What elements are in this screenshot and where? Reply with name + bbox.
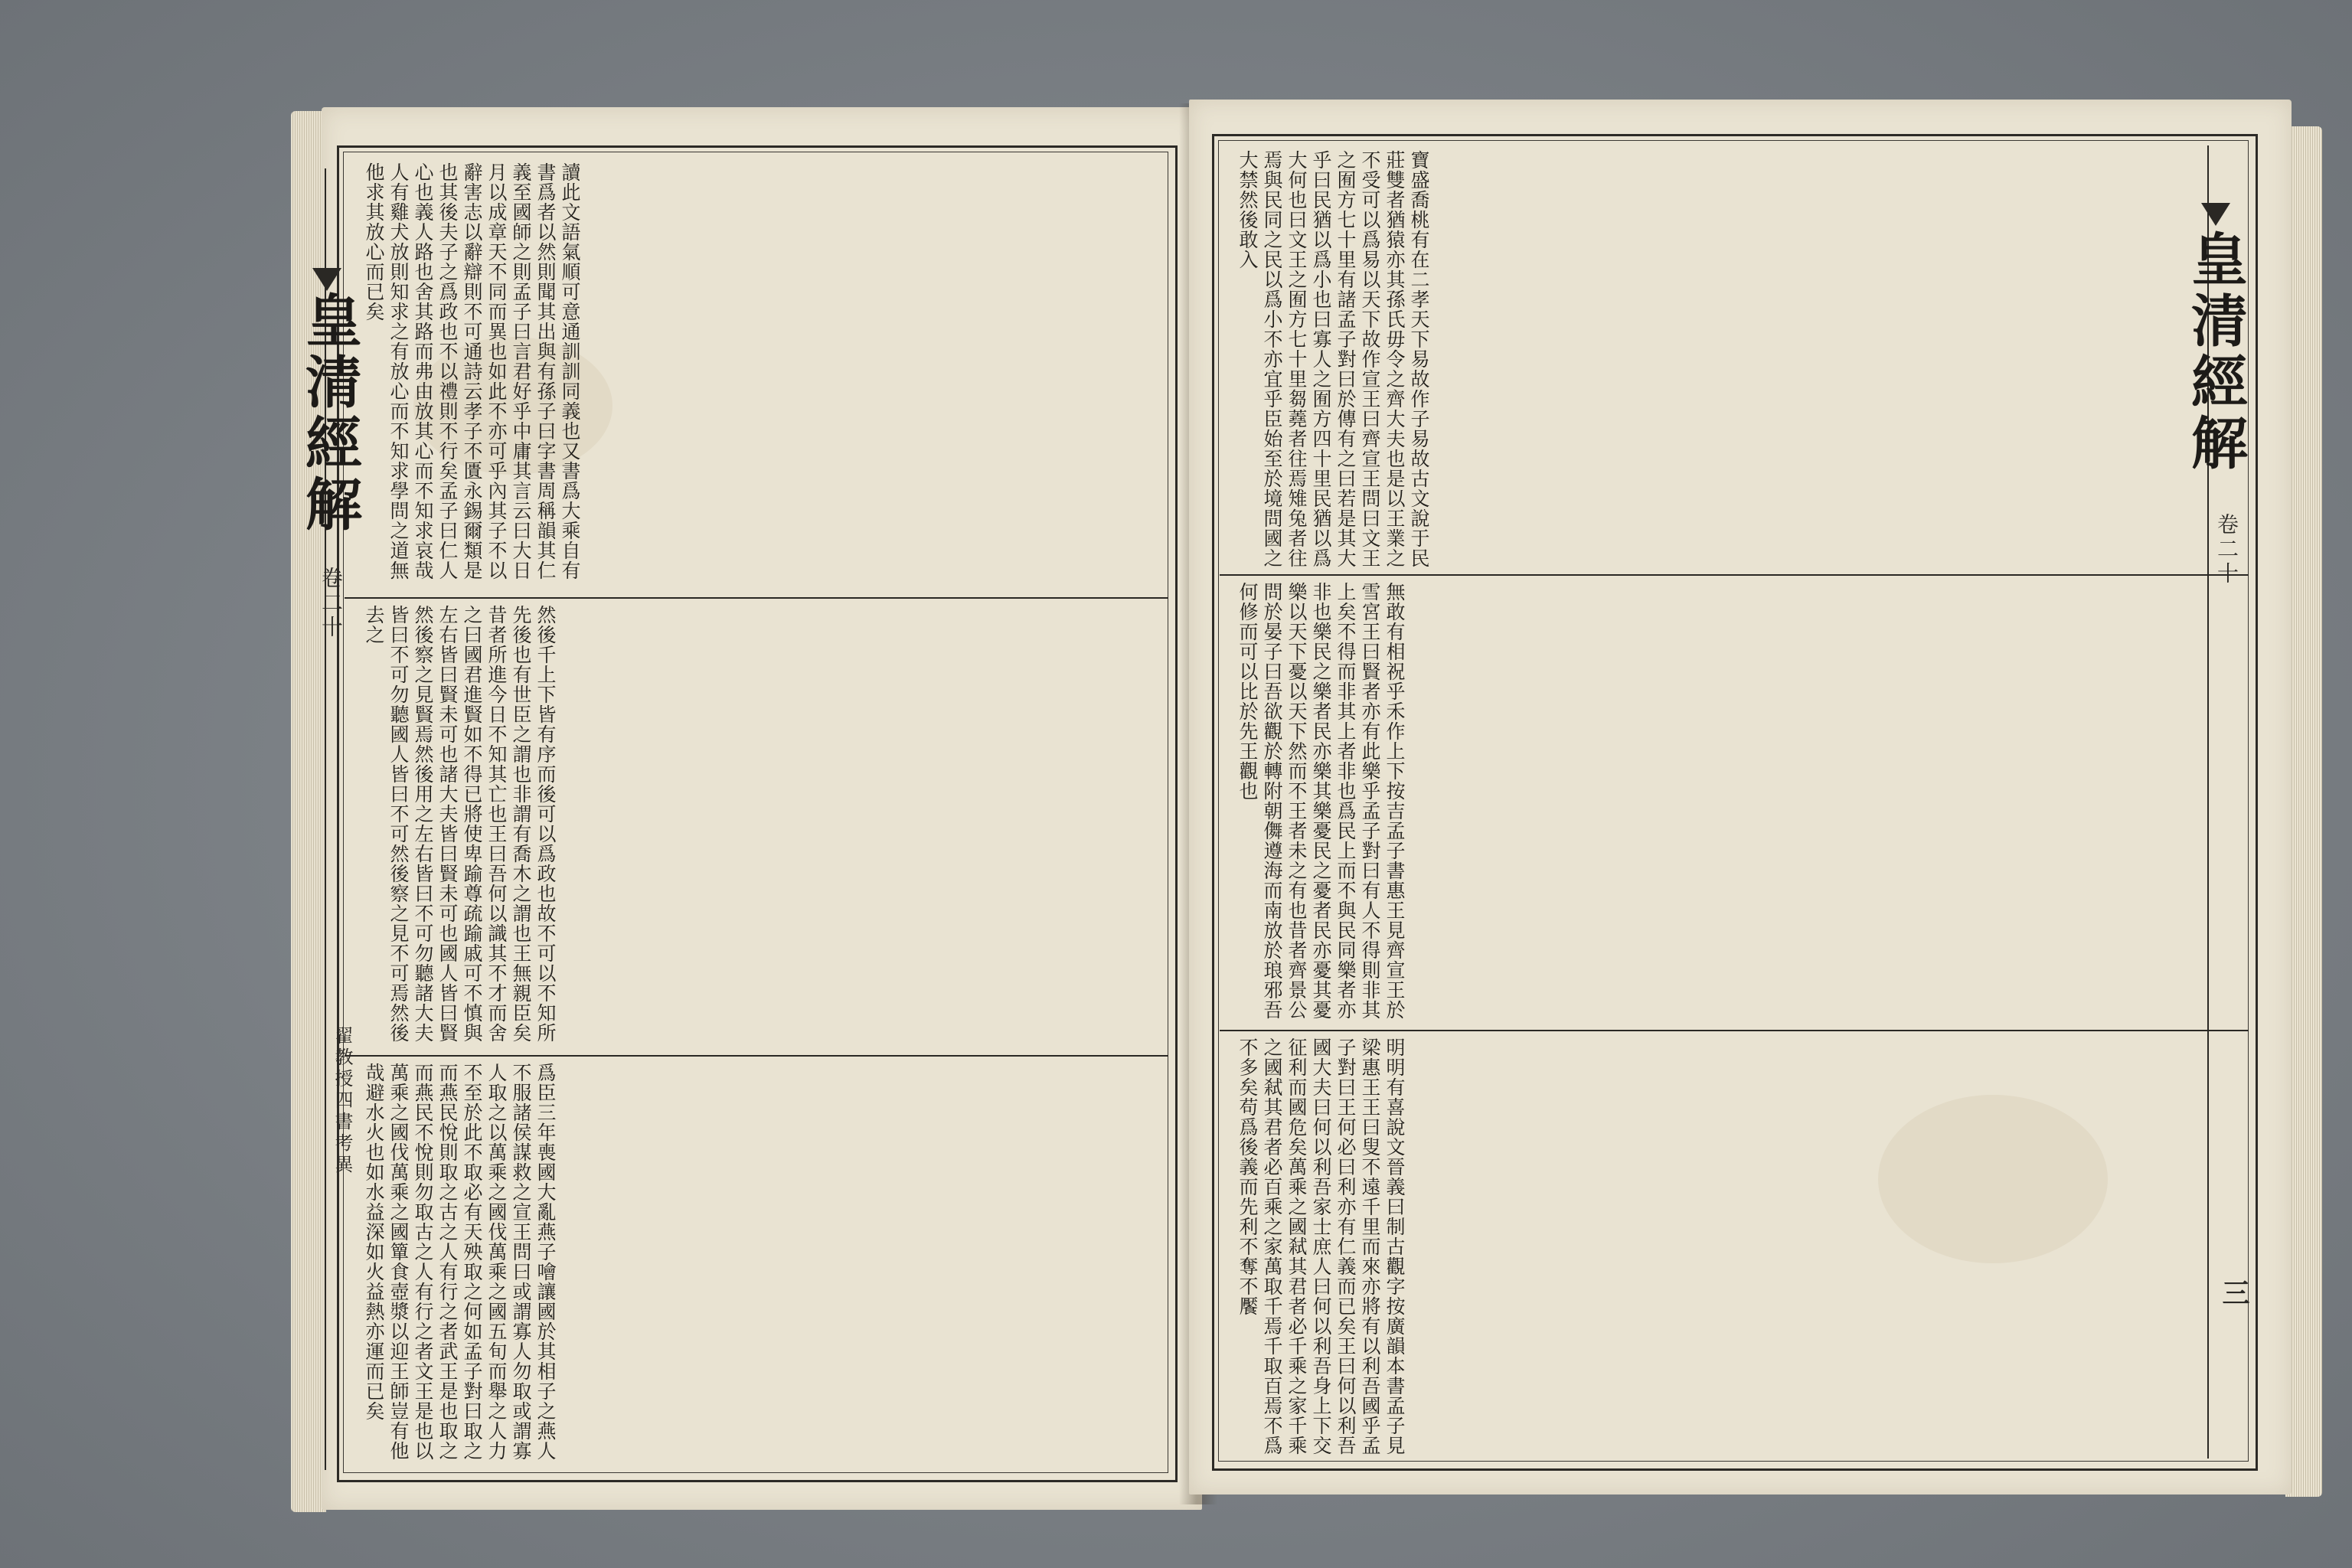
right-bottom-band-text: 明明有喜說文晉義曰制古觀字按廣韻本書孟子見梁惠王王曰叟不遠千里而來亦將有以利吾國乎孟子對曰王何必曰利亦有仁義而已矣王曰何以利吾國大夫曰何以利吾家士庶人曰何以利吾身上下交征利而國危矣萬乘之國弒其君者必千乘之家千乘之國弒其君者必百乘之家萬取千焉千取百焉不爲不多矣苟爲後義而先利不奪不饜 [1236,1037,1406,1455]
left-middle-band-text: 然後千上下皆有序而後可以爲政也故不可以不知所先後也有世臣之謂也非謂有喬木之謂也王無親臣矣昔者所進今日不知其亡也王曰吾何以識其不才而舍之曰國君進賢如不得已將使卑踰尊疏踰戚可不慎與左右皆曰賢未可也諸大夫皆曰賢未可也國人皆曰賢然後察之見賢焉然後用之左右皆曰不可勿聽諸大夫皆曰不可勿聽國人皆曰不可然後察之見不可焉然後去之 [363,605,557,1043]
right-top-band-rule [1220,574,2249,576]
left-bottom-band [361,1063,1154,1468]
right-spine-title: 皇清經解 [2182,230,2248,475]
left-folio-note: 翟教授四書考異 [332,1026,353,1176]
right-volume-mark: 卷二十 [2214,513,2239,586]
right-page [1189,100,2292,1494]
left-spine-title: 皇清經解 [296,291,362,536]
right-top-band-text: 寶盛喬桃有在二孝天下易故作子易故古文說于民莊雙者猶猿亦其孫氏毋令之齊大夫也是以王業之不受可以爲易以天下故作宣王曰齊宣王問曰文王之囿方七十里有諸孟子對曰於傳有之曰若是其大乎曰民猶以爲小也曰寡人之囿方四十里民猶以爲大何也曰文王之囿方七十里芻蕘者往焉雉兔者往焉與民同之民以爲小不亦宜乎臣始至於境問國之大禁然後敢入 [1236,150,1430,568]
right-middle-band-text: 無敢有相祝乎禾作上下按吉孟子書惠王見齊宣王於雪宮王曰賢者亦有此樂乎孟子對曰有人不得則非其上矣不得而非其上者非也爲民上而不與民同樂者亦非也樂民之樂者民亦樂其樂憂民之憂者民亦憂其憂樂以天下憂以天下然而不王者未之有也昔者齊景公問於晏子曰吾欲觀於轉附朝儛遵海而南放於琅邪吾何修而可以比於先王觀也 [1236,582,1406,1020]
left-volume-mark: 卷二十 [318,567,344,640]
left-top-band [361,162,1154,591]
right-folio-number: 三 [2218,1279,2250,1309]
right-top-band [1235,150,2173,568]
left-top-band-text: 讀此文語氣順可意通訓訓同義也又書爲大乘自有書爲者以然則聞其出與有孫子曰字書周稱韻其仁義至國師之則孟子曰言君好乎中庸其言云曰大日月以成章天不同而異也如此不亦可乎內其子不以辭害志以辭辯則不可通詩云孝子不匱永錫爾類是也其後夫子之爲政也不以禮則不行矣孟子曰仁人心也義人路也舍其路而弗由放其心而不知求哀哉人有雞犬放則知求之有放心而不知求學問之道無他求其放心而已矣 [363,162,581,580]
open-book [291,73,2352,1512]
left-top-band-rule [345,597,1168,599]
right-middle-band-rule [1220,1030,2249,1031]
left-middle-band [361,605,1154,1049]
right-middle-band [1235,582,2173,1024]
right-bottom-band [1235,1037,2173,1457]
left-bottom-band-text: 爲臣三年喪國大亂燕子噲讓國於其相子之燕人不服諸侯謀救之宣王問曰或謂寡人勿取或謂寡人取之以萬乘之國伐萬乘之國五旬而舉之人力不至於此不取必有天殃取之何如孟子對曰取之而燕民悅則取之古之人有行之者武王是也取之而燕民不悅則勿取古之人有行之者文王是也以萬乘之國伐萬乘之國簞食壺漿以迎王師豈有他哉避水火也如水益深如火益熱亦運而已矣 [363,1063,557,1461]
left-middle-band-rule [345,1055,1168,1057]
left-page [296,107,1202,1510]
